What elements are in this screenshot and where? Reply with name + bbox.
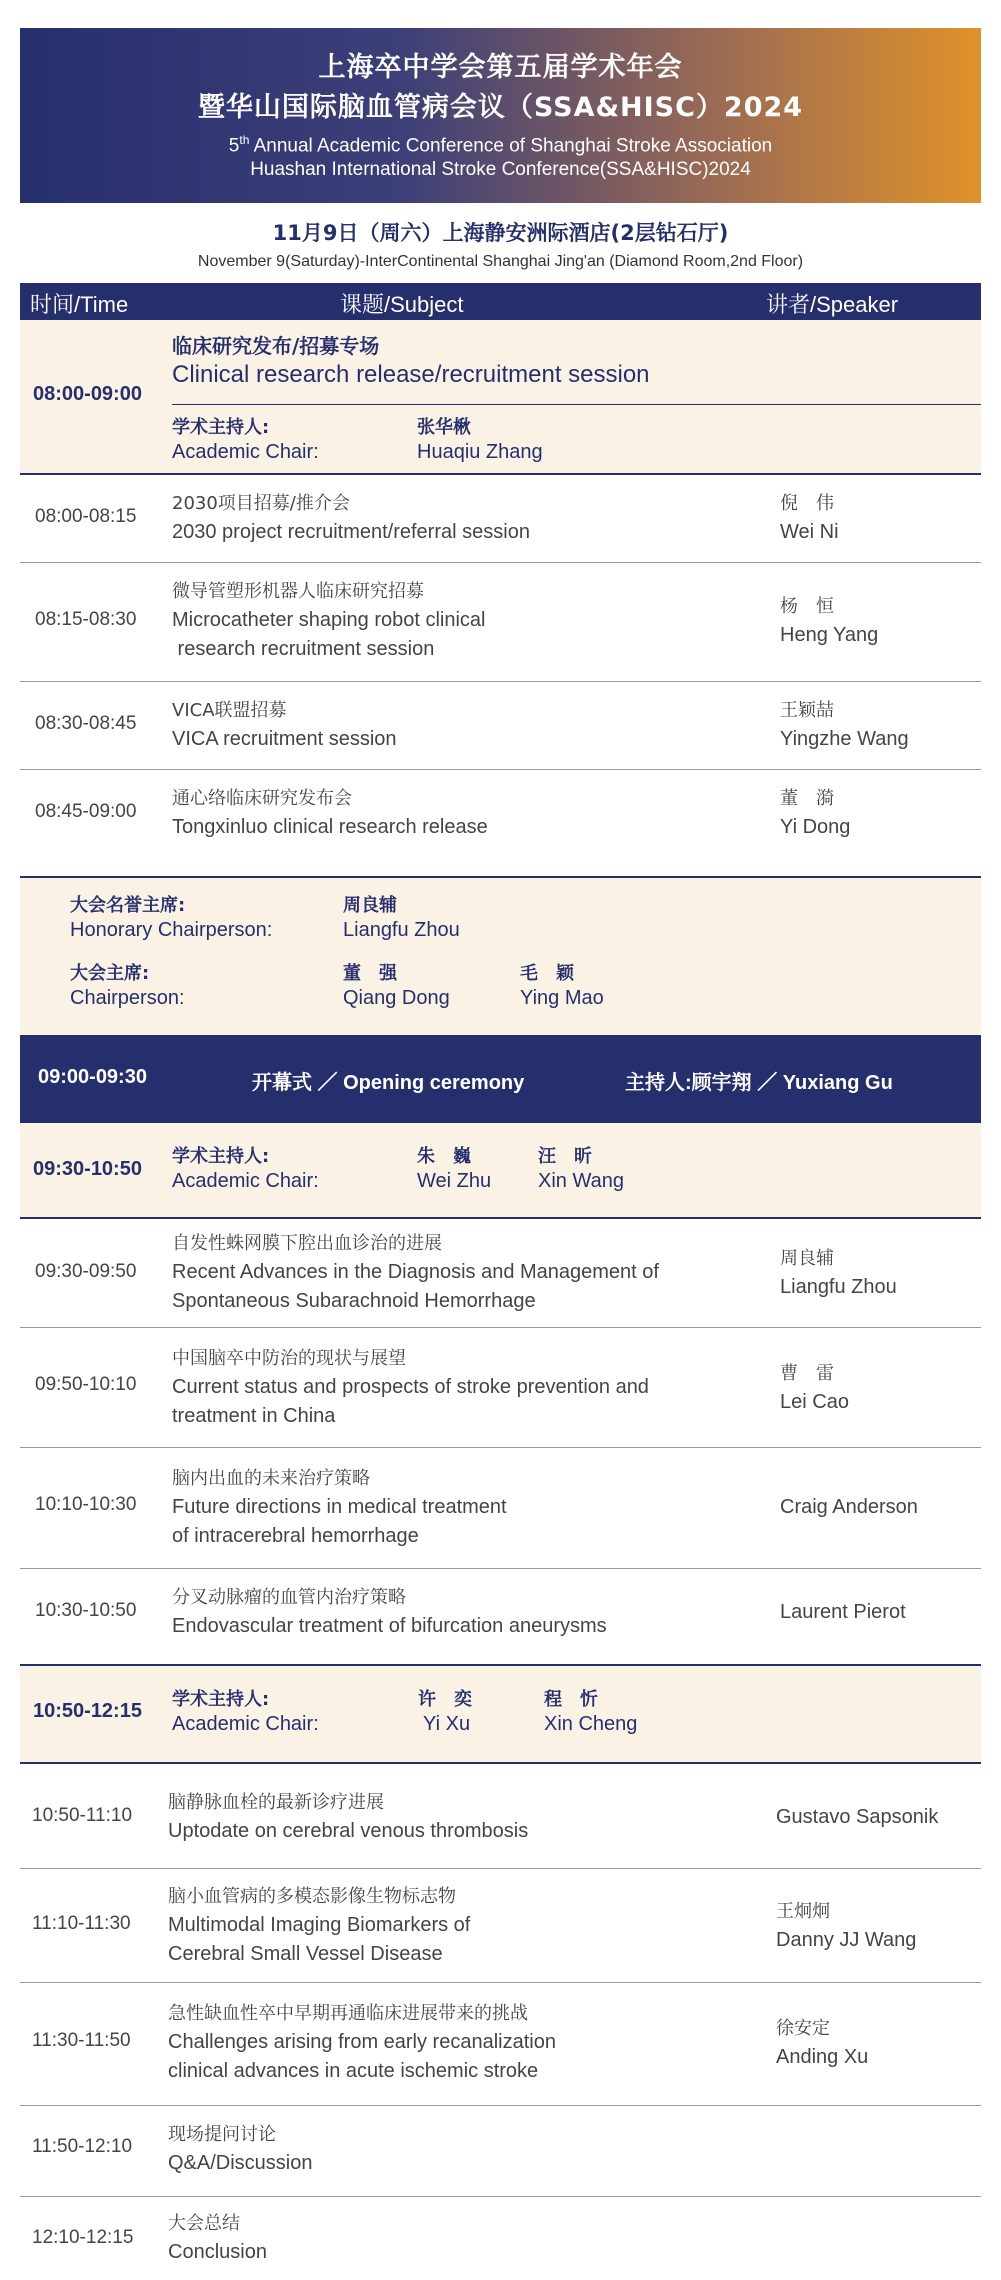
session-1-chair-cn: 张华楸: [417, 417, 471, 438]
row-time: 08:45-09:00: [35, 801, 137, 822]
table-row: [20, 1569, 981, 1664]
row-subject-en-2: clinical advances in acute ischemic stroke: [168, 2060, 539, 2082]
session-1-divider: [172, 404, 981, 405]
row-speaker-en: Yi Dong: [780, 816, 851, 838]
row-time: 09:30-09:50: [35, 1261, 137, 1282]
session-2-chair-1: [417, 1145, 491, 1193]
row-subject-en: Endovascular treatment of bifurcation aneurysms: [172, 1615, 607, 1637]
row-subject-en-2: of intracerebral hemorrhage: [172, 1525, 419, 1547]
row-subject-en-2: Spontaneous Subarachnoid Hemorrhage: [172, 1290, 536, 1312]
row-speaker-en: Gustavo Sapsonik: [776, 1806, 939, 1828]
table-row: [20, 1869, 981, 1983]
row-speaker: [776, 1897, 916, 1955]
row-subject-cn: 现场提问讨论: [168, 2124, 276, 2145]
session-3-chair-1-cn: 许 奕: [418, 1689, 472, 1710]
row-subject-en: Multimodal Imaging Biomarkers of: [168, 1914, 471, 1936]
session-3-chair-2: [544, 1688, 637, 1736]
row-time: 11:50-12:10: [32, 2136, 133, 2157]
row-speaker-cn: 杨 恒: [780, 596, 834, 617]
chairperson-2-cn: 毛 颖: [520, 963, 574, 984]
row-time: 10:10-10:30: [35, 1494, 137, 1515]
session-3-chair-2-cn: 程 忻: [544, 1689, 598, 1710]
row-subject-en: Future directions in medical treatment: [172, 1496, 507, 1518]
row-subject: [172, 1229, 659, 1316]
venue-info: [20, 217, 981, 275]
row-speaker: [780, 592, 878, 650]
row-speaker: [776, 1803, 938, 1832]
session-3-time: 10:50-12:15: [33, 1700, 142, 1722]
row-subject-en: Challenges arising from early recanalization: [168, 2031, 556, 2053]
row-speaker-cn: 倪 伟: [780, 493, 834, 514]
session-3-header: [20, 1664, 981, 1764]
session-1-title: [172, 332, 650, 390]
row-time: 09:50-10:10: [35, 1374, 137, 1395]
session-2-chair-label-cn: 学术主持人:: [172, 1146, 270, 1167]
session-2-header: [20, 1123, 981, 1219]
session-1-title-en: Clinical research release/recruitment session: [172, 361, 650, 388]
row-subject-cn: 急性缺血性卒中早期再通临床进展带来的挑战: [168, 2003, 528, 2024]
row-subject-cn: 2030项目招募/推介会: [172, 493, 350, 514]
chairperson-1-cn: 董 强: [343, 963, 397, 984]
honorary-chair-cn: 周良辅: [343, 895, 397, 916]
row-time: 10:30-10:50: [35, 1600, 137, 1621]
row-subject-cn: 微导管塑形机器人临床研究招募: [172, 581, 424, 602]
row-speaker: [780, 1359, 849, 1417]
session-1-title-cn: 临床研究发布/招募专场: [172, 334, 380, 358]
chairperson-label-cn: 大会主席:: [70, 963, 150, 984]
row-subject-en: Recent Advances in the Diagnosis and Management of: [172, 1261, 659, 1283]
row-subject: [172, 1464, 507, 1551]
opening-time: 09:00-09:30: [38, 1066, 147, 1088]
row-speaker-en: Anding Xu: [776, 2046, 869, 2068]
row-subject: [168, 2209, 267, 2267]
row-subject-cn: 脑静脉血栓的最新诊疗进展: [168, 1792, 384, 1813]
session-2-chair-2-en: Xin Wang: [538, 1170, 624, 1192]
session-1-chair-label-en: Academic Chair:: [172, 441, 319, 463]
row-speaker-cn: 王炯炯: [776, 1901, 830, 1922]
row-subject-en: Q&A/Discussion: [168, 2152, 313, 2174]
session-1-header: [20, 320, 981, 475]
row-speaker-en: Lei Cao: [780, 1391, 849, 1413]
table-row: [20, 1219, 981, 1328]
chairperson-1: [343, 962, 450, 1010]
row-subject-en: 2030 project recruitment/referral session: [172, 521, 530, 543]
row-time: 10:50-11:10: [32, 1805, 133, 1826]
row-speaker-en: Yingzhe Wang: [780, 728, 909, 750]
session-1-chair-label-cn: 学术主持人:: [172, 417, 270, 438]
banner-title-en-1-pre: 5: [228, 135, 240, 157]
banner-title-cn-1: 上海卒中学会第五届学术年会: [318, 52, 683, 83]
venue-en: November 9(Saturday)-InterContinental Shanghai Jing'an (Diamond Room,2nd Floor): [197, 253, 804, 270]
chairperson-1-en: Qiang Dong: [343, 987, 450, 1009]
row-subject-en-2: research recruitment session: [172, 638, 435, 660]
row-subject-en: VICA recruitment session: [172, 728, 397, 750]
session-2-chair-2-cn: 汪 昕: [538, 1146, 592, 1167]
header-time: 时间/Time: [30, 292, 129, 317]
chairperson-label-en: Chairperson:: [70, 987, 185, 1009]
row-subject: [172, 696, 397, 754]
row-speaker: [780, 784, 850, 842]
row-subject: [168, 1882, 470, 1969]
session-2-chair-2: [538, 1145, 624, 1193]
row-subject-cn: VICA联盟招募: [172, 700, 287, 721]
table-row: [20, 682, 981, 770]
program-page: [20, 28, 981, 2279]
opening-title: 开幕式 ／ Opening ceremony: [252, 1072, 525, 1094]
session-2-time: 09:30-10:50: [33, 1158, 142, 1180]
banner-title-cn-2: 暨华山国际脑血管病会议（SSA&HISC）2024: [197, 92, 804, 123]
session-3-chair-1: [418, 1688, 472, 1736]
row-subject: [168, 2120, 313, 2178]
row-subject-cn: 脑小血管病的多模态影像生物标志物: [168, 1886, 456, 1907]
table-row: [20, 475, 981, 563]
table-row: [20, 1448, 981, 1569]
table-row: [20, 563, 981, 682]
honorary-chair-label-cn: 大会名誉主席:: [70, 895, 186, 916]
session-3-chair-label-cn: 学术主持人:: [172, 1689, 270, 1710]
row-subject: [172, 489, 530, 547]
header-subject: 课题/Subject: [340, 292, 464, 317]
row-subject-en: Microcatheter shaping robot clinical: [172, 609, 486, 631]
honorary-chair-label-en: Honorary Chairperson:: [70, 919, 273, 941]
session-3-chair-1-en: Yi Xu: [423, 1713, 471, 1735]
session-3-chair-2-en: Xin Cheng: [544, 1713, 638, 1735]
row-time: 08:00-08:15: [35, 506, 137, 527]
row-speaker-en: Laurent Pierot: [780, 1601, 906, 1623]
row-time: 12:10-12:15: [32, 2227, 134, 2248]
row-subject-en: Conclusion: [168, 2241, 267, 2263]
row-subject-cn: 脑内出血的未来治疗策略: [172, 1468, 370, 1489]
row-speaker: [780, 1493, 918, 1522]
row-subject-en: Current status and prospects of stroke prevention and: [172, 1376, 649, 1398]
opening-ceremony-bar: [20, 1035, 981, 1123]
banner-title-en-2: Huashan International Stroke Conference(SSA&HISC)2024: [250, 159, 751, 181]
table-row: [20, 1772, 981, 1869]
honorary-chair-label: [70, 894, 272, 942]
row-time: 08:30-08:45: [35, 713, 137, 734]
row-subject-cn: 通心络临床研究发布会: [172, 788, 352, 809]
row-speaker: [780, 1244, 897, 1302]
row-subject: [172, 784, 488, 842]
session-2-chair-1-cn: 朱 巍: [417, 1146, 471, 1167]
honorary-chair: [343, 894, 460, 942]
row-speaker-cn: 曹 雷: [780, 1363, 834, 1384]
table-row: [20, 1328, 981, 1448]
session-1-chair: [417, 416, 543, 464]
row-speaker: [780, 1598, 906, 1627]
table-row: [20, 770, 981, 876]
session-1-time: 08:00-09:00: [33, 383, 142, 405]
session-2-chair-label: [172, 1145, 319, 1193]
row-subject-cn: 分叉动脉瘤的血管内治疗策略: [172, 1587, 406, 1608]
row-time: 11:10-11:30: [32, 1913, 131, 1934]
row-subject-en-2: Cerebral Small Vessel Disease: [168, 1943, 443, 1965]
chairperson-label: [70, 962, 185, 1010]
spacer: [20, 1764, 981, 1772]
row-speaker: [780, 489, 839, 547]
table-row: [20, 2197, 981, 2279]
session-1-chair-en: Huaqiu Zhang: [417, 441, 543, 463]
session-2-chair-1-en: Wei Zhu: [417, 1170, 492, 1192]
row-speaker-en: Wei Ni: [780, 521, 839, 543]
header-speaker: 讲者/Speaker: [766, 292, 899, 317]
chairperson-2-en: Ying Mao: [520, 987, 604, 1009]
row-subject: [168, 1788, 528, 1846]
chairperson-block: [20, 876, 981, 1035]
venue-cn: 11月9日（周六）上海静安洲际酒店(2层钻石厅): [272, 221, 729, 245]
row-speaker-en: Craig Anderson: [780, 1496, 918, 1518]
row-subject-cn: 自发性蛛网膜下腔出血诊治的进展: [172, 1233, 442, 1254]
row-subject-en: Tongxinluo clinical research release: [172, 816, 488, 838]
row-speaker-en: Liangfu Zhou: [780, 1276, 897, 1298]
row-speaker-cn: 徐安定: [776, 2018, 830, 2039]
table-row: [20, 1983, 981, 2106]
row-subject: [168, 1999, 556, 2086]
conference-banner: [20, 28, 981, 203]
row-speaker-cn: 董 漪: [780, 788, 834, 809]
banner-title-en-1-sup: th: [239, 133, 250, 147]
chairperson-2: [520, 962, 604, 1010]
opening-host: 主持人:顾宇翔 ／ Yuxiang Gu: [625, 1072, 893, 1094]
row-subject-en-2: treatment in China: [172, 1405, 336, 1427]
row-subject: [172, 577, 486, 664]
row-speaker: [776, 2014, 868, 2072]
banner-title-en-1: [20, 128, 981, 158]
row-time: 11:30-11:50: [32, 2030, 131, 2051]
honorary-chair-en: Liangfu Zhou: [343, 919, 460, 941]
row-subject: [172, 1344, 649, 1431]
session-2-chair-label-en: Academic Chair:: [172, 1170, 319, 1192]
row-subject-en: Uptodate on cerebral venous thrombosis: [168, 1820, 529, 1842]
row-subject-cn: 中国脑卒中防治的现状与展望: [172, 1348, 406, 1369]
row-subject-cn: 大会总结: [168, 2213, 240, 2234]
row-speaker: [780, 696, 909, 754]
banner-title-en-1-post: Annual Academic Conference of Shanghai Stroke Association: [249, 135, 773, 157]
row-speaker-cn: 周良辅: [780, 1248, 834, 1269]
table-header: [20, 283, 981, 320]
row-speaker-en: Heng Yang: [780, 624, 879, 646]
session-3-chair-label-en: Academic Chair:: [172, 1713, 319, 1735]
row-subject: [172, 1583, 607, 1641]
table-row: [20, 2106, 981, 2197]
row-speaker-cn: 王颖喆: [780, 700, 834, 721]
session-1-chair-label: [172, 416, 319, 464]
session-3-chair-label: [172, 1688, 319, 1736]
row-speaker-en: Danny JJ Wang: [776, 1929, 917, 1951]
row-time: 08:15-08:30: [35, 609, 137, 630]
